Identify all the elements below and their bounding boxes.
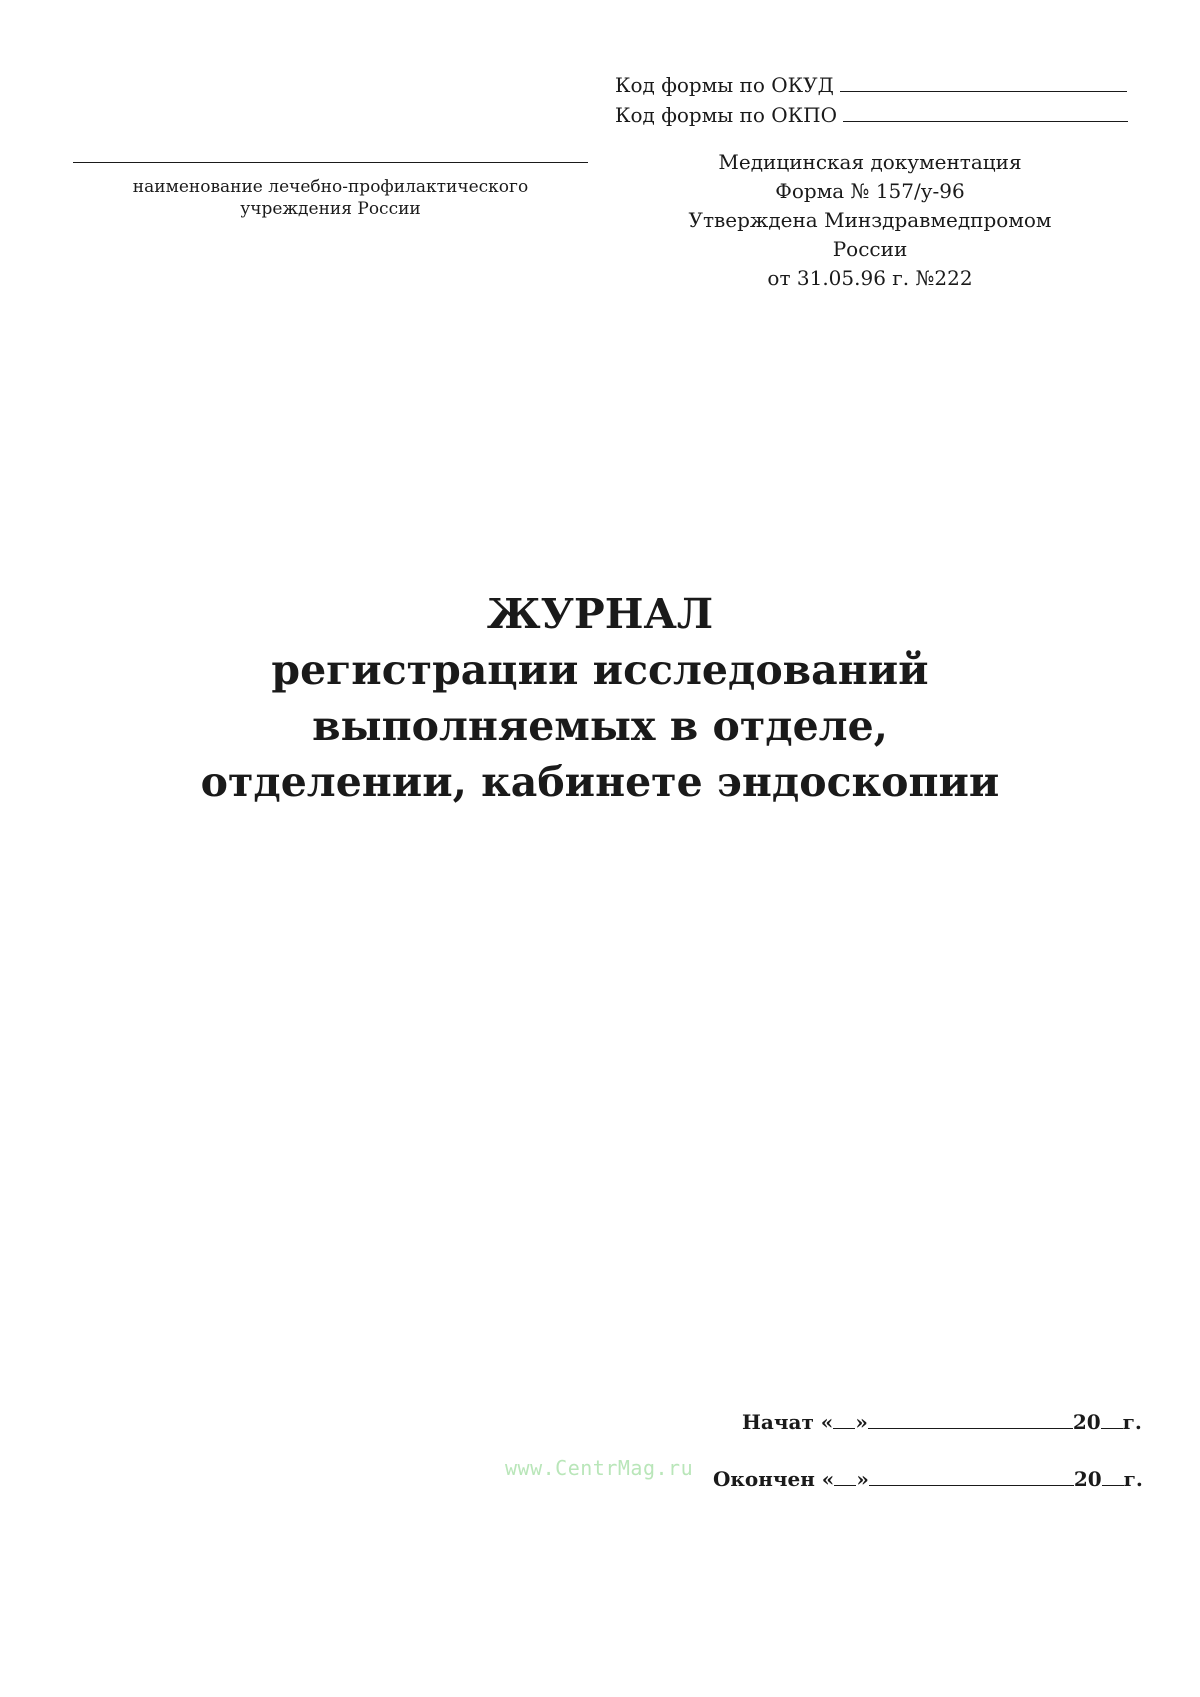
okud-label: Код формы по ОКУД	[615, 73, 834, 97]
approval-date: от 31.05.96 г. №222	[767, 266, 973, 290]
end-label: Окончен «	[713, 1467, 835, 1491]
end-quote-close: »	[856, 1467, 869, 1491]
start-label: Начат «	[742, 1410, 834, 1434]
end-date-field	[713, 1467, 1143, 1491]
approval-line4: России	[832, 237, 908, 261]
title-line3: выполняемых в отделе,	[312, 702, 888, 750]
start-quote-close: »	[855, 1410, 868, 1434]
start-date-field	[742, 1410, 1142, 1434]
start-year-blank[interactable]	[1101, 1412, 1123, 1429]
end-month-blank[interactable]	[869, 1469, 1074, 1486]
approval-block	[660, 148, 1080, 293]
approval-line3: Утверждена Минздравмедпромом	[688, 208, 1052, 232]
okud-code-field	[615, 70, 1127, 100]
institution-caption-line2: учреждения России	[240, 199, 421, 219]
approval-line1: Медицинская документация	[718, 150, 1022, 174]
approval-form-number: Форма № 157/у-96	[775, 179, 965, 203]
start-day-blank[interactable]	[833, 1412, 855, 1429]
end-century: 20	[1073, 1467, 1102, 1491]
title-line4: отделении, кабинете эндоскопии	[200, 758, 1000, 806]
okpo-label: Код формы по ОКПО	[615, 103, 837, 127]
okud-blank-line[interactable]	[840, 73, 1127, 92]
institution-caption	[73, 176, 588, 220]
okpo-code-field	[615, 100, 1128, 130]
institution-name-blank-line[interactable]	[73, 162, 588, 163]
title-line2: регистрации исследований	[271, 646, 929, 694]
watermark: www.CentrMag.ru	[505, 1456, 694, 1480]
end-year-blank[interactable]	[1102, 1469, 1124, 1486]
start-month-blank[interactable]	[868, 1412, 1073, 1429]
start-century: 20	[1072, 1410, 1101, 1434]
okpo-blank-line[interactable]	[843, 103, 1128, 122]
start-year-suffix: г.	[1122, 1410, 1142, 1434]
institution-caption-line1: наименование лечебно-профилактического	[132, 177, 529, 197]
end-year-suffix: г.	[1123, 1467, 1143, 1491]
document-title	[100, 586, 1100, 810]
title-line1: ЖУРНАЛ	[486, 590, 714, 638]
end-day-blank[interactable]	[834, 1469, 856, 1486]
